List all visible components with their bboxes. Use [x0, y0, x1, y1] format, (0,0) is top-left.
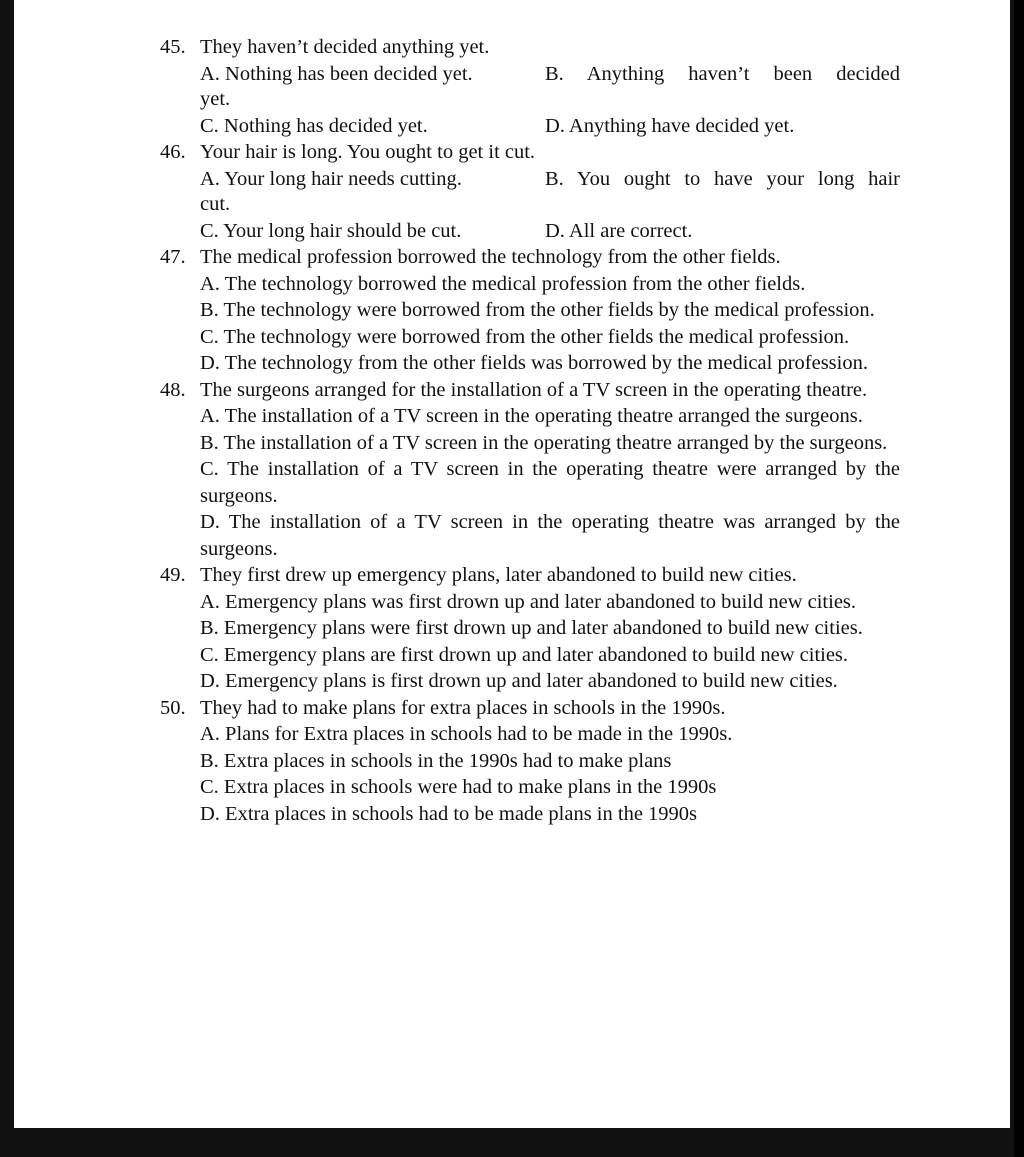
option-d: D. All are correct. [545, 219, 693, 242]
question-stem: The surgeons arranged for the installation of a TV screen in the operating theatre. [200, 378, 868, 401]
exercise-list [160, 34, 900, 827]
option-c: C. The technology were borrowed from the other fields the medical profession. [200, 325, 850, 348]
option-row [200, 166, 900, 193]
screen-edge [1014, 0, 1024, 1157]
option-b: B. You ought to have your long hair [545, 167, 900, 190]
question-50 [160, 695, 900, 828]
option-a: A. The installation of a TV screen in the operating theatre arranged the surgeons. [200, 405, 863, 427]
question-number: 46. [160, 141, 186, 163]
question-stem: Your hair is long. You ought to get it cut. [200, 141, 536, 163]
option-a: A. Plans for Extra places in schools had to be made in the 1990s. [200, 723, 733, 745]
question-48 [160, 377, 900, 563]
option-b: B. Anything haven’t been decided [545, 62, 900, 85]
question-number: 48. [160, 378, 186, 401]
option-d: D. The installation of a TV screen in the operating theatre was arranged by the surgeons. [200, 511, 900, 560]
option-d: D. Emergency plans is first drown up and later abandoned to build new cities. [200, 670, 838, 692]
question-46 [160, 139, 900, 244]
option-c: C. Extra places in schools were had to make plans in the 1990s [200, 776, 717, 798]
option-a: A. Your long hair needs cutting. [200, 167, 462, 190]
question-number: 47. [160, 246, 186, 268]
question-number: 49. [160, 564, 186, 586]
option-row [200, 218, 900, 245]
document-page [14, 0, 1010, 1128]
question-stem: They haven’t decided anything yet. [200, 36, 490, 58]
question-stem: They had to make plans for extra places in schools in the 1990s. [200, 696, 726, 719]
option-c: C. The installation of a TV screen in the operating theatre were arranged by the surgeons. [200, 458, 900, 507]
question-number: 45. [160, 36, 186, 58]
option-b-continuation: yet. [200, 88, 231, 110]
option-b: B. The technology were borrowed from the other fields by the medical profession. [200, 299, 875, 321]
question-47 [160, 244, 900, 377]
option-d: D. Extra places in schools had to be made plans in the 1990s [200, 802, 698, 825]
option-a: A. Nothing has been decided yet. [200, 62, 473, 85]
option-a: A. Emergency plans was first drown up and later abandoned to build new cities. [200, 590, 857, 613]
option-row [200, 113, 900, 140]
option-d: D. The technology from the other fields was borrowed by the medical profession. [200, 352, 868, 374]
question-stem: They first drew up emergency plans, later abandoned to build new cities. [200, 564, 797, 586]
question-49 [160, 562, 900, 695]
question-number: 50. [160, 696, 186, 719]
option-d: D. Anything have decided yet. [545, 114, 795, 137]
option-b: B. The installation of a TV screen in the operating theatre arranged by the surgeons. [200, 431, 888, 454]
option-row [200, 61, 900, 88]
question-45 [160, 34, 900, 139]
option-b: B. Extra places in schools in the 1990s had to make plans [200, 749, 672, 772]
option-c: C. Nothing has decided yet. [200, 114, 428, 137]
option-c: C. Emergency plans are first drown up and later abandoned to build new cities. [200, 643, 849, 666]
option-b: B. Emergency plans were first drown up and later abandoned to build new cities. [200, 617, 863, 639]
option-c: C. Your long hair should be cut. [200, 219, 462, 242]
option-a: A. The technology borrowed the medical profession from the other fields. [200, 272, 806, 295]
option-b-continuation: cut. [200, 193, 231, 215]
question-stem: The medical profession borrowed the technology from the other fields. [200, 246, 781, 268]
